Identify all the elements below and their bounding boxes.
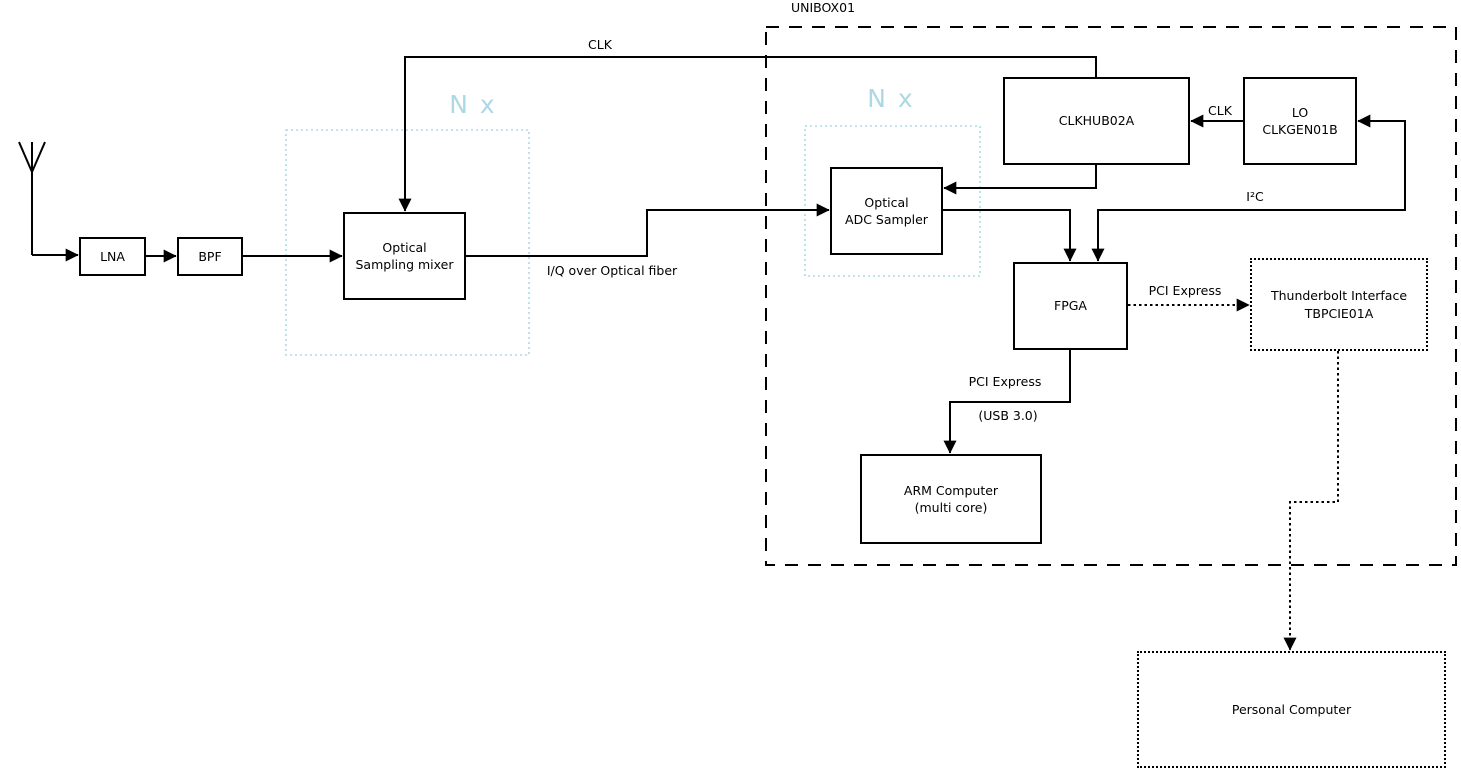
block-bpf: [177, 237, 243, 276]
unibox01-title: UNIBOX01: [790, 0, 856, 15]
block-lo-label-line2: CLKGEN01B: [1262, 122, 1338, 137]
block-arm-label-line2: (multi core): [914, 500, 988, 515]
block-optical-adc-sampler: [830, 167, 943, 255]
block-adc-label-line2: ADC Sampler: [845, 212, 928, 227]
edge-label-pcie-thunderbolt: PCI Express: [1148, 283, 1222, 298]
edge-thunderbolt-to-pc: [1290, 351, 1338, 650]
block-adc-label-line1: Optical: [864, 194, 909, 210]
block-mixer-label-line1: Optical: [382, 239, 427, 255]
block-thunderbolt-interface: [1250, 258, 1428, 351]
block-lo-label-line1: LO: [1291, 104, 1309, 120]
edge-label-clk-lo: CLK: [1208, 103, 1232, 118]
block-thunderbolt-label-line2: TBPCIE01A: [1304, 305, 1374, 321]
block-fpga: [1013, 262, 1128, 350]
edge-label-usb: (USB 3.0): [978, 408, 1038, 423]
nx-group-2-label: N x: [867, 84, 915, 113]
edge-fpga-to-arm: [950, 350, 1070, 453]
block-pc-label: Personal Computer: [1231, 701, 1352, 717]
edge-iq-mixer-to-adc: [466, 210, 829, 256]
block-arm-computer: [860, 454, 1042, 544]
block-clkhub02a: [1003, 77, 1190, 165]
block-clkhub-label: CLKHUB02A: [1058, 113, 1135, 129]
block-fpga-label: FPGA: [1054, 298, 1087, 314]
block-optical-sampling-mixer: [343, 212, 466, 300]
edge-label-i2c: I²C: [1246, 189, 1264, 204]
block-thunderbolt-label-line1: Thunderbolt Interface: [1270, 288, 1408, 304]
nx-group-1-label: N x: [449, 90, 497, 119]
edge-label-pcie-arm: PCI Express: [968, 374, 1042, 389]
block-lna-label: LNA: [100, 248, 125, 264]
block-bpf-label: BPF: [198, 248, 222, 264]
antenna-icon: [19, 142, 45, 255]
block-mixer-label-line2: Sampling mixer: [355, 257, 454, 272]
edge-clk-hub-to-adc: [944, 165, 1096, 188]
block-arm-label-line1: ARM Computer: [903, 482, 999, 498]
block-personal-computer: [1137, 651, 1446, 768]
edge-adc-to-fpga: [943, 210, 1070, 261]
block-lo-clkgen01b: [1243, 77, 1357, 165]
edge-label-clk-main: CLK: [588, 37, 612, 52]
edge-label-iq-fiber: I/Q over Optical fiber: [546, 263, 678, 278]
block-lna: [79, 237, 146, 276]
